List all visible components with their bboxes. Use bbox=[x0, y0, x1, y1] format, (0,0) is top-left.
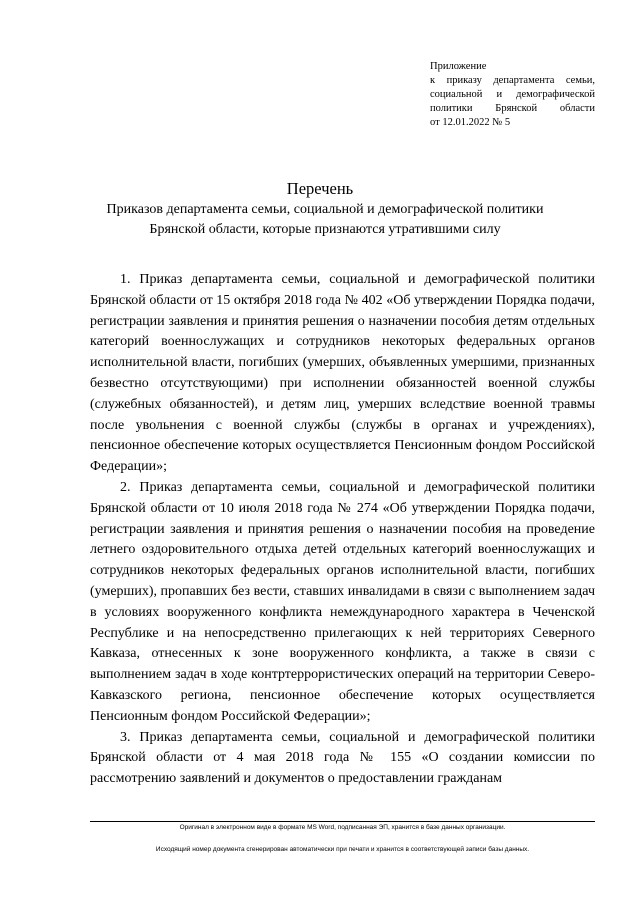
footer-note: Исходящий номер документа сгенерирован автоматически при печати и хранится в соответствующей записи базы данных. bbox=[155, 846, 530, 853]
appendix-line: социальной и демографической bbox=[430, 89, 595, 100]
list-item: 1. Приказ департамента семьи, социальной и демографической политики Брянской области от 15 октября 2018 года № 402 «Об утверждении Порядка подачи, регистрации заявления и принятия решения о назначении пособия детям отдельных категорий военнослужащих и сотрудников некоторых федеральных органов исполнительной власти, погибших (умерших, объявленных умершими, признанных безвестно отсутствующими) при исполнении обязанностей военной службы (служебных обязанностей), и детям лиц, умерших вследствие военной травмы после увольнения с военной службы (службы в органах и учреждениях), пенсионное обеспечение которых осуществляется Пенсионным фондом Российской Федерации»; bbox=[90, 272, 595, 475]
appendix-line: к приказу департамента семьи, bbox=[430, 75, 595, 86]
footer-note: Оригинал в электронном виде в формате MS Word, подписанная ЭП, хранится в базе данных организации. bbox=[179, 824, 506, 831]
appendix-line: Приложение bbox=[430, 61, 487, 72]
document-subtitle: Приказов департамента семьи, социальной и демографической политики Брянской области, которые признаются утратившими силу bbox=[106, 202, 544, 237]
document-title: Перечень bbox=[286, 179, 354, 198]
appendix-line: политики Брянской области bbox=[430, 103, 595, 114]
list-item: 3. Приказ департамента семьи, социальной и демографической политики Брянской области от 4 мая 2018 года № 155 «О создании комиссии по рассмотрению заявлений и документов о предоставлении гражданам bbox=[90, 729, 595, 787]
list-item: 2. Приказ департамента семьи, социальной и демографической политики Брянской области от 10 июля 2018 года № 274 «Об утверждении Порядка подачи, регистрации заявления и принятия решения о назначении пособия на проведение летнего оздоровительного отдыха детей отдельных категорий военнослужащих и сотрудников некоторых федеральных органов исполнительной власти, погибших (умерших), пропавших без вести, ставших инвалидами в связи с выполнением задач в условиях вооруженного конфликта немеждународного характера в Чеченской Республике и на непосредственно прилегающих к ней территориях Северного Кавказа, отнесенных к зоне вооруженного конфликта, а также в связи с выполнением задач в ходе контртеррористических операций на территории Северо-Кавказского региона, пенсионное обеспечение которых осуществляется Пенсионным фондом Российской Федерации»; bbox=[90, 479, 595, 724]
footer-divider bbox=[90, 821, 595, 822]
appendix-line: от 12.01.2022 № 5 bbox=[430, 117, 511, 128]
appendix-header bbox=[430, 60, 595, 130]
document-body bbox=[90, 270, 595, 790]
